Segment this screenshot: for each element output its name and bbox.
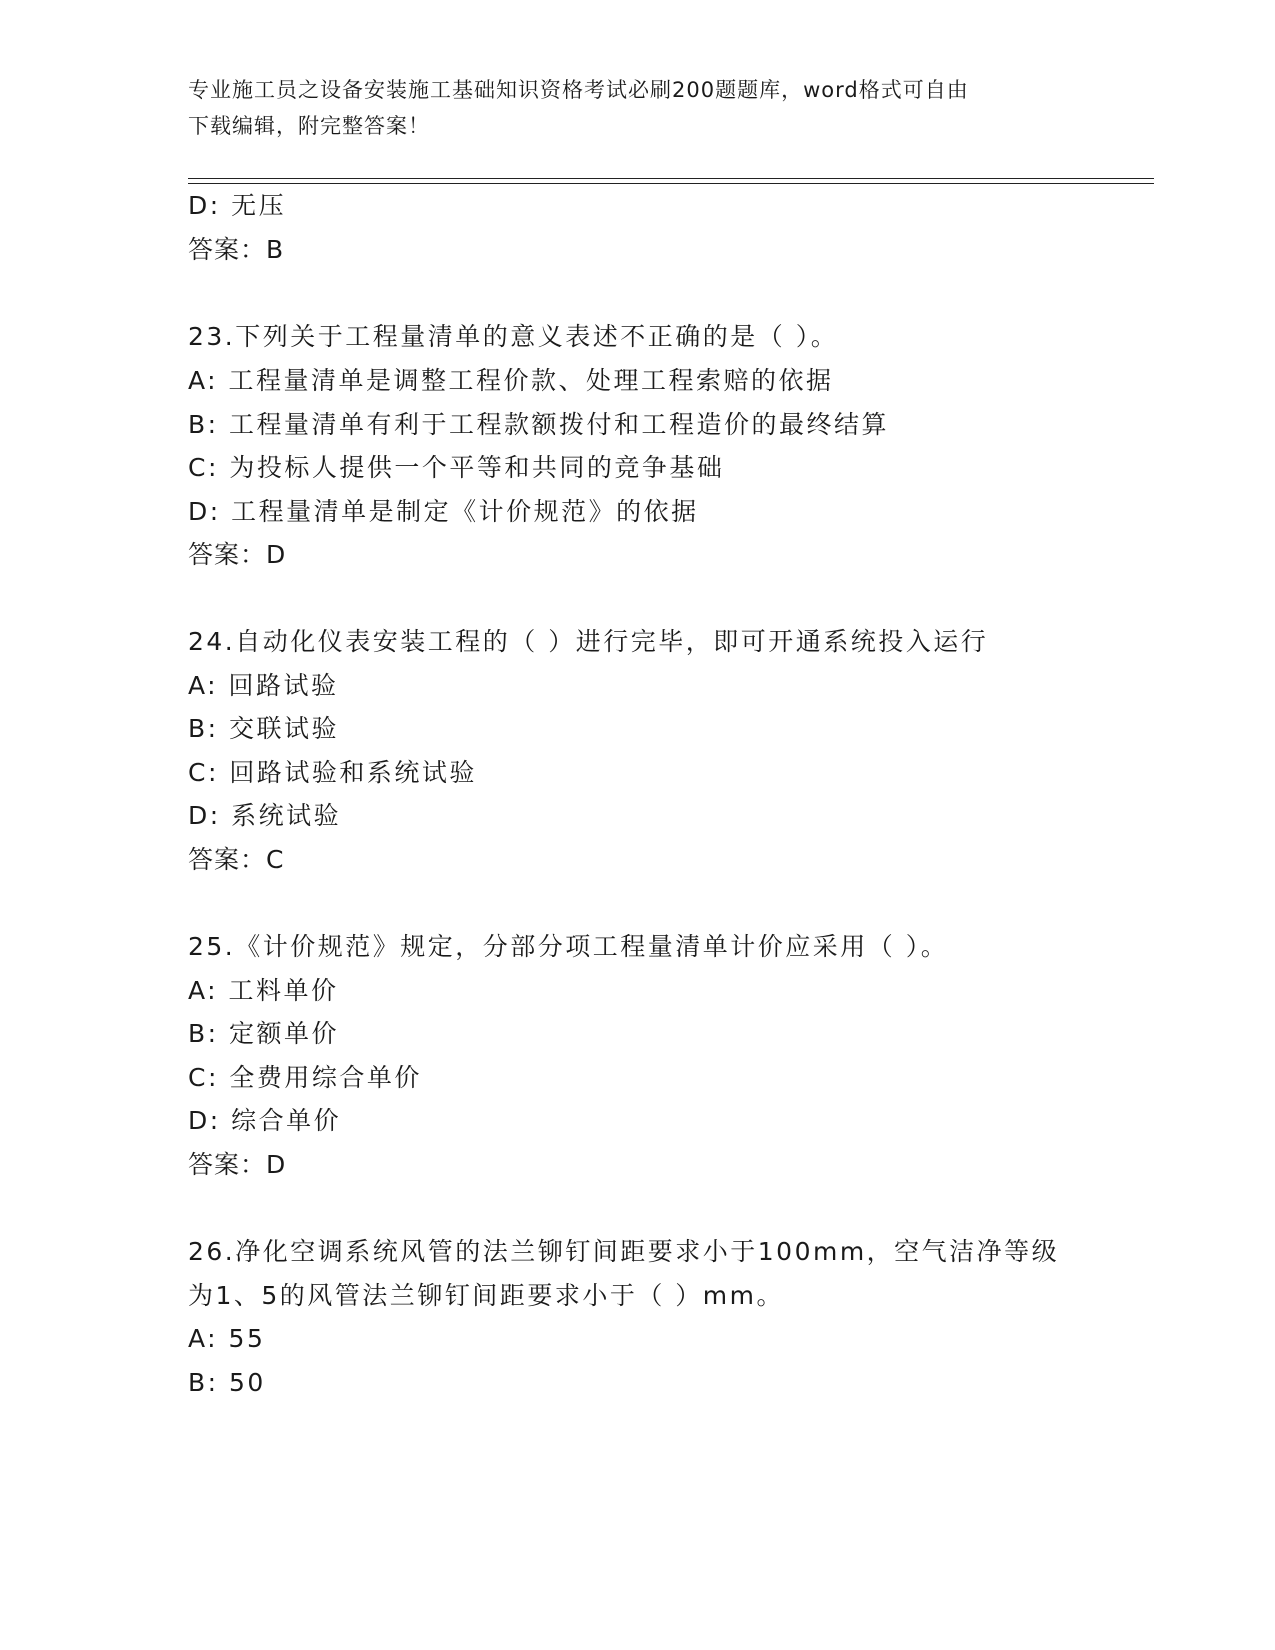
q25-option-c: C: 全费用综合单价 xyxy=(188,1063,422,1092)
prev-answer: 答案：B xyxy=(188,235,285,264)
header-line-1: 专业施工员之设备安装施工基础知识资格考试必刷200题题库，word格式可自由 xyxy=(188,78,969,102)
q23-option-b: B: 工程量清单有利于工程款额拨付和工程造价的最终结算 xyxy=(188,410,890,439)
q24-option-b: B: 交联试验 xyxy=(188,714,340,743)
q23-option-d: D: 工程量清单是制定《计价规范》的依据 xyxy=(188,497,699,526)
q23-stem: 23.下列关于工程量清单的意义表述不正确的是（ ）。 xyxy=(188,322,839,351)
q24-option-d: D: 系统试验 xyxy=(188,801,342,830)
q24-answer: 答案：C xyxy=(188,845,285,874)
q24-stem: 24.自动化仪表安装工程的（ ）进行完毕，即可开通系统投入运行 xyxy=(188,627,989,656)
q26-option-a: A: 55 xyxy=(188,1324,266,1353)
q26-option-b: B: 50 xyxy=(188,1368,266,1397)
q23-answer: 答案：D xyxy=(188,540,287,569)
header-rule-top xyxy=(188,178,1154,179)
q23-option-a: A: 工程量清单是调整工程价款、处理工程索赔的依据 xyxy=(188,366,834,395)
document-header xyxy=(188,72,1088,144)
q25-option-d: D: 综合单价 xyxy=(188,1106,342,1135)
q24-option-a: A: 回路试验 xyxy=(188,671,339,700)
q23-option-c: C: 为投标人提供一个平等和共同的竞争基础 xyxy=(188,453,725,482)
q25-answer: 答案：D xyxy=(188,1150,287,1179)
q26-stem-line-2: 为1、5的风管法兰铆钉间距要求小于（ ）mm。 xyxy=(188,1281,784,1310)
header-line-2: 下载编辑，附完整答案！ xyxy=(188,114,430,138)
q25-option-b: B: 定额单价 xyxy=(188,1019,340,1048)
prev-option-d: D: 无压 xyxy=(188,191,287,220)
header-rule-bottom xyxy=(188,183,1154,184)
q24-option-c: C: 回路试验和系统试验 xyxy=(188,758,477,787)
q25-stem: 25.《计价规范》规定，分部分项工程量清单计价应采用（ ）。 xyxy=(188,932,949,961)
q26-stem-line-1: 26.净化空调系统风管的法兰铆钉间距要求小于100mm，空气洁净等级 xyxy=(188,1237,1060,1266)
q25-option-a: A: 工料单价 xyxy=(188,976,339,1005)
